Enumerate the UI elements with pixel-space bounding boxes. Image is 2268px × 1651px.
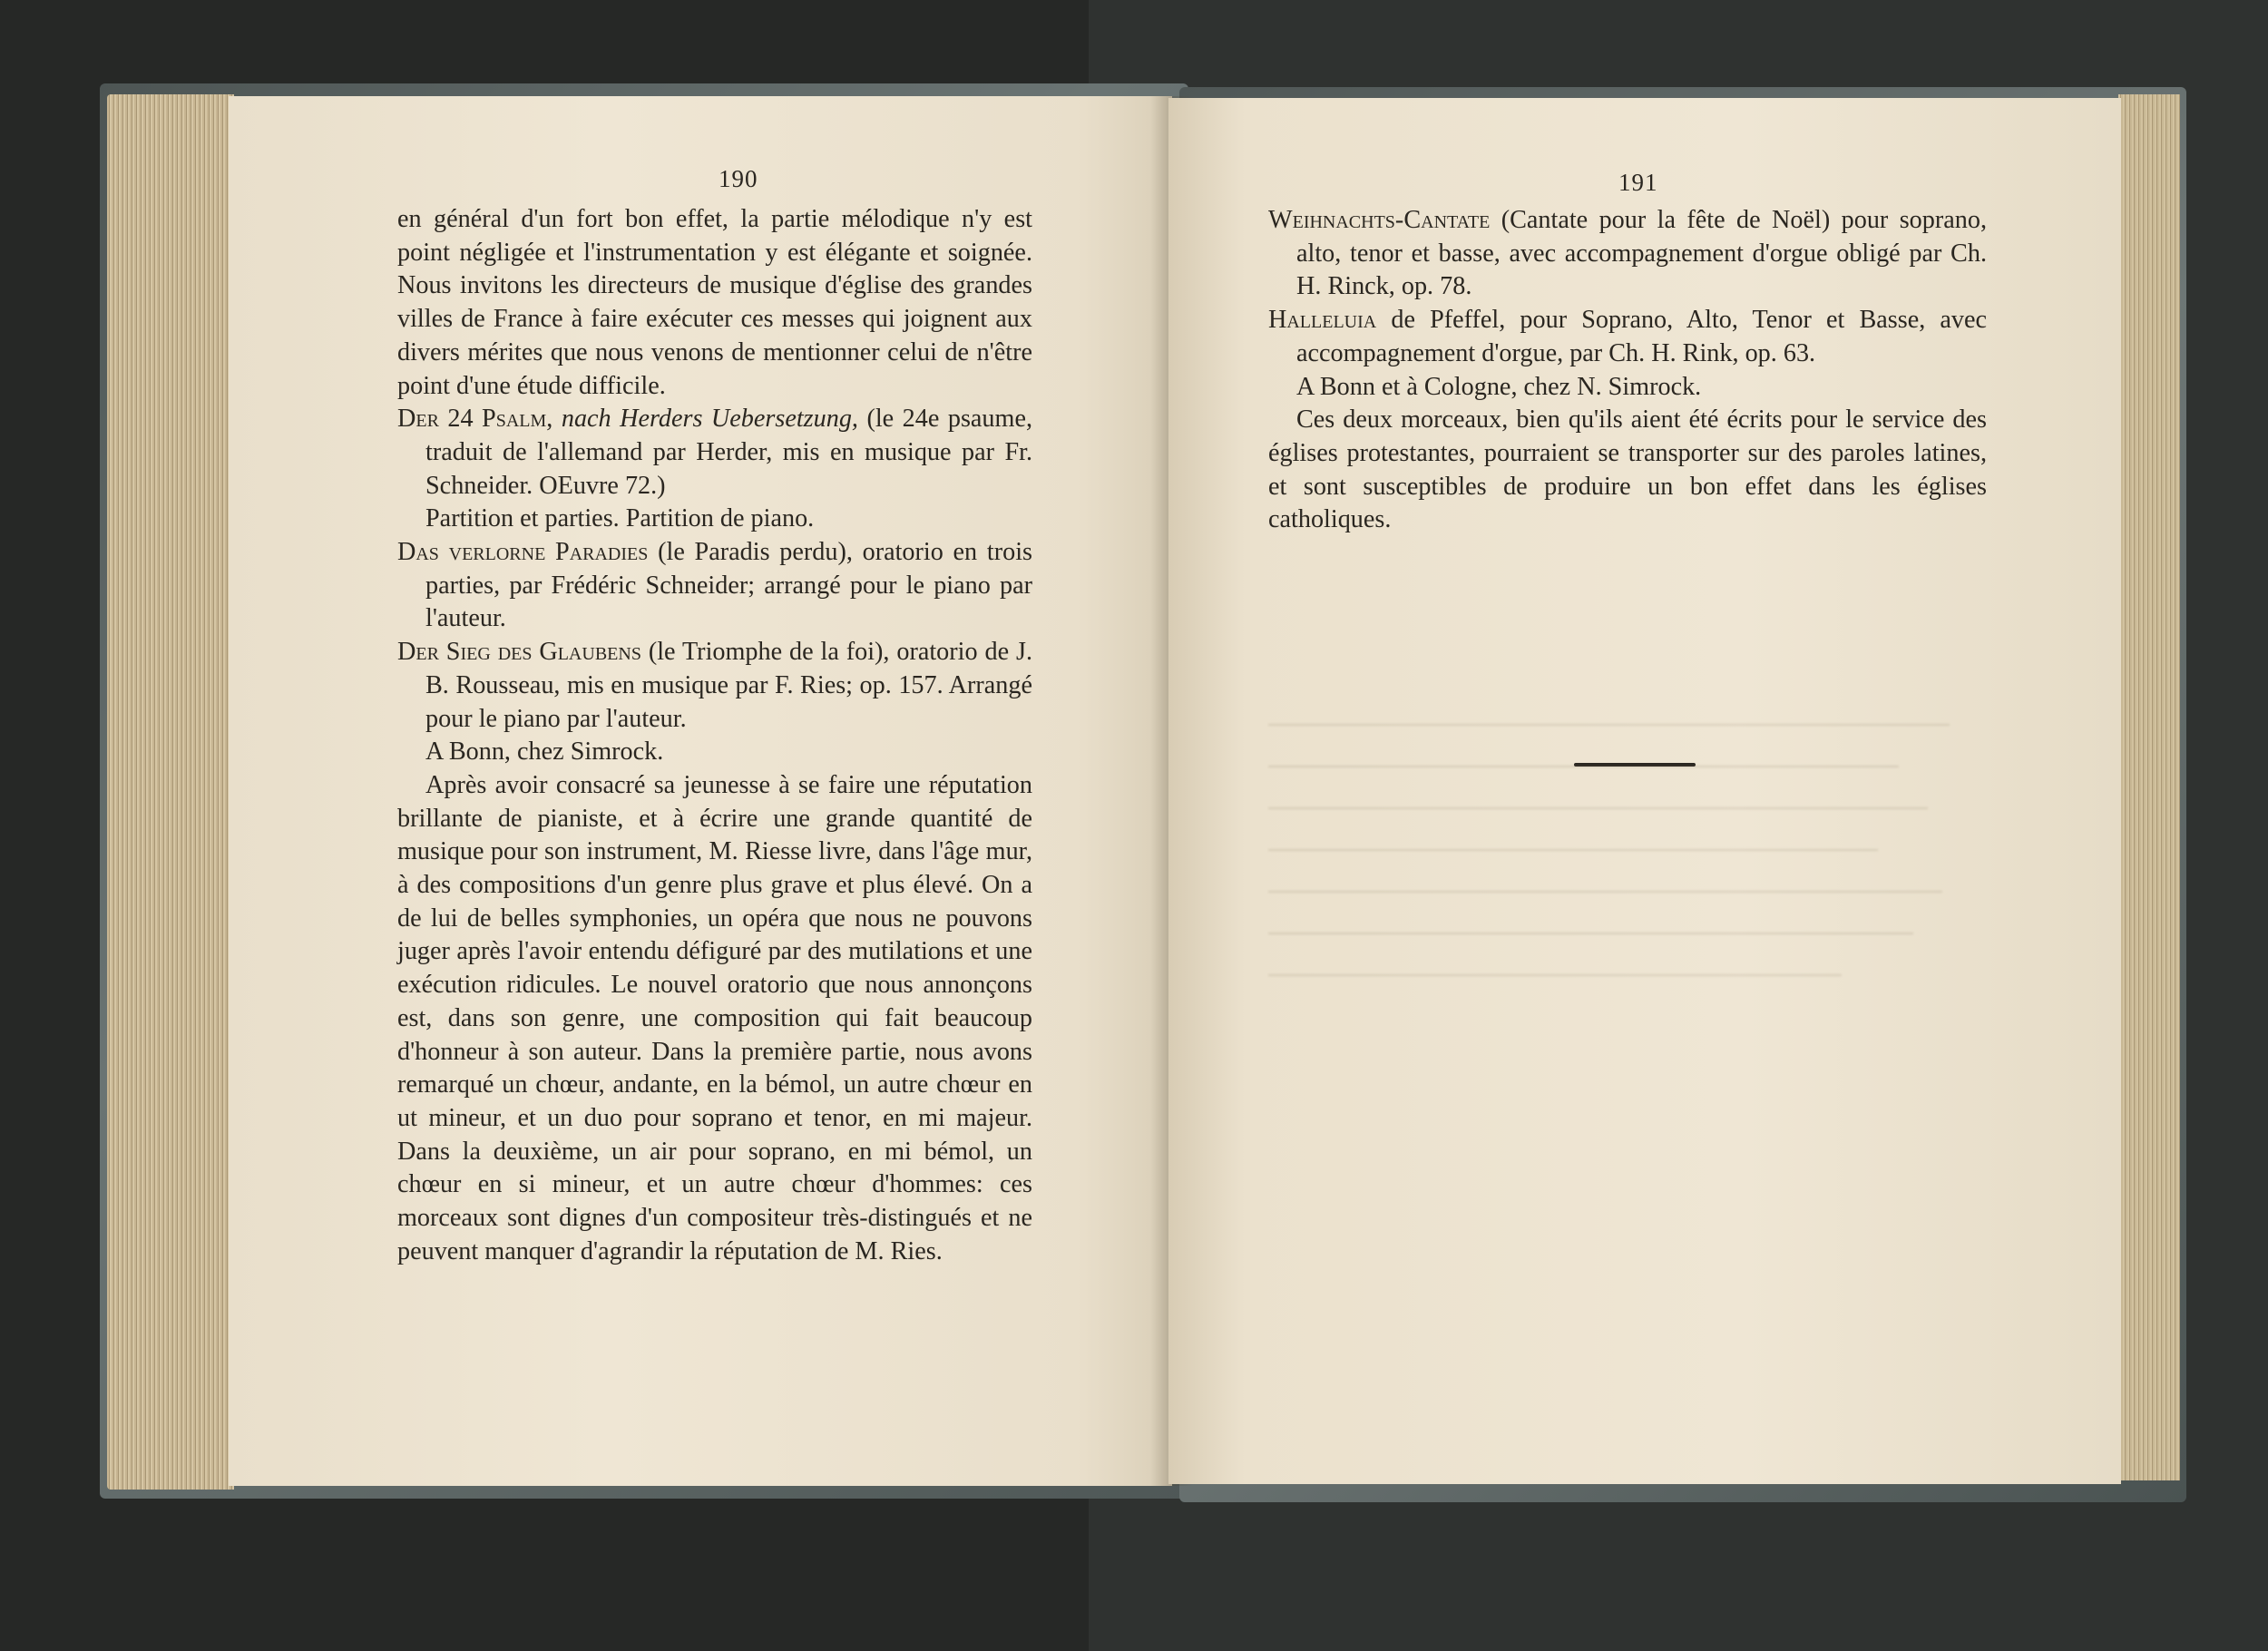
page-number-right: 191	[1618, 169, 1658, 196]
left-page-edges	[107, 94, 234, 1490]
entry-title: Der 24 Psalm,	[397, 405, 553, 434]
left-page-text	[397, 203, 1032, 1269]
page-number-left: 190	[719, 165, 758, 192]
right-page-text	[1268, 204, 1987, 537]
paragraph-mass-review: en général d'un fort bon effet, la partie mélodique n'y est point négligée et l'instrumentation y est élégante et soignée. Nous invitons les directeurs de musique d'église des grandes villes de France à faire exécuter ces messes qui joignent aux divers mérites que nous venons de mentionner celui de n'être point d'une étude difficile.	[397, 205, 1032, 400]
paragraph-ries-review: Après avoir consacré sa jeunesse à se faire une réputation brillante de pianiste, et à écrire une grande quantité de musique pour son instrument, M. Riesse livre, dans l'âge mur, à des compositions d'un genre plus grave et plus élevé. On a de lui de belles symphonies, un opéra que nous ne pouvons juger après l'avoir entendu défiguré par des mutilations et une exécution ridicules. Le nouvel oratorio que nous annonçons est, dans son genre, une composition qui fait beaucoup d'honneur à son auteur. Dans la première partie, nous avons remarqué un chœur, andante, en la bémol, un autre chœur en ut mineur, et un duo pour soprano et tenor, en mi majeur. Dans la deuxième, un air pour soprano, en mi bémol, un chœur en si mineur, et un autre chœur d'hommes: ces morceaux sont dignes d'un compositeur très-distingués et ne peuvent manquer d'agrandir la réputation de M. Ries.	[397, 770, 1032, 1265]
paragraph-closing-review: Ces deux morceaux, bien qu'ils aient été écrits pour le service des églises protestantes, pourraient se transporter sur des paroles latines, et sont susceptibles de produire un bon effet dans les églises catholiques.	[1268, 405, 1987, 534]
entry-description: (le Triomphe de la foi), oratorio de J. B. Rousseau, mis en musique par F. Ries; op. 157. Arrangé pour le piano par l'auteur.	[425, 638, 1032, 733]
entry-subtitle: nach Herders Uebersetzung,	[561, 405, 858, 434]
entry-description: (le 24e psaume, traduit de l'allemand par Herder, mis en musique par Fr. Schneider. OEuvre 72.)	[425, 405, 1033, 500]
entry-description: de Pfeffel, pour Soprano, Alto, Tenor et Basse, avec accompagnement d'orgue, par Ch. H. Rink, op. 63.	[1296, 306, 1988, 367]
entry-description: (le Paradis perdu), oratorio en trois parties, par Frédéric Schneider; arrangé pour le piano par l'auteur.	[425, 538, 1032, 633]
entry-title: Der Sieg des Glaubens	[397, 638, 641, 667]
entry-weihnachts-cantate	[1268, 204, 1987, 304]
entry-description: (Cantate pour la fête de Noël) pour soprano, alto, tenor et basse, avec accompagnement d'orgue obligé par Ch. H. Rinck, op. 78.	[1296, 206, 1988, 301]
entry-title: Das verlorne Paradies	[397, 538, 649, 567]
left-page	[229, 96, 1172, 1486]
right-page-edges	[2118, 94, 2180, 1480]
entry-das-verlorne-paradies	[397, 536, 1032, 636]
show-through-texture	[1268, 697, 1985, 1016]
publisher-line: A Bonn et à Cologne, chez N. Simrock.	[1296, 372, 1702, 401]
entry-title: Halleluia	[1268, 306, 1377, 335]
entry-note-partition: Partition et parties. Partition de piano.	[425, 504, 815, 533]
entry-der-24-psalm	[397, 403, 1032, 503]
entry-der-sieg-des-glaubens	[397, 636, 1032, 736]
publisher-line: A Bonn, chez Simrock.	[425, 738, 664, 767]
right-page	[1168, 98, 2121, 1484]
entry-halleluia	[1268, 304, 1987, 370]
entry-title: Weihnachts-Cantate	[1268, 206, 1491, 234]
